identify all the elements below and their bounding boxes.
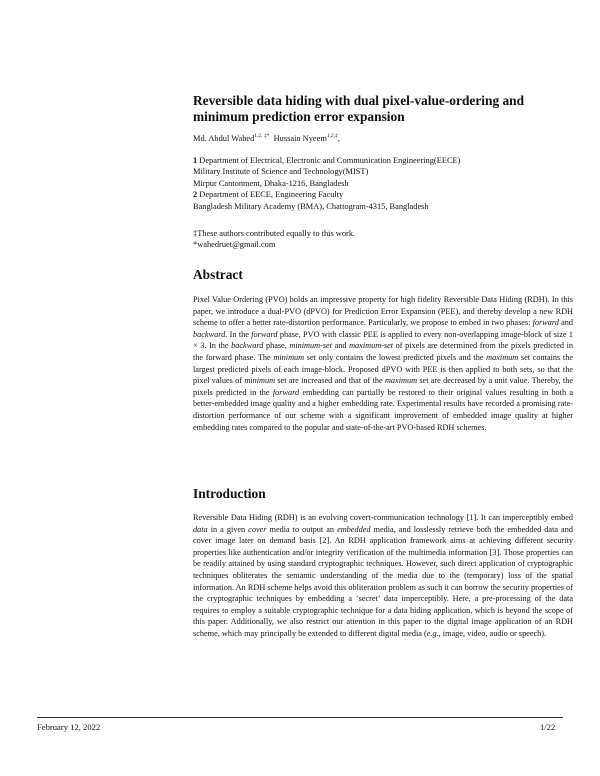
introduction-heading: Introduction [193, 486, 266, 501]
italic-term: cover [248, 524, 267, 534]
text-run: . In the [225, 329, 252, 339]
text-run: set are increased and that of the [275, 376, 385, 386]
text-run: phase, [263, 341, 290, 351]
text-run: and [558, 318, 573, 328]
text-run: , image, video, audio or speech). [438, 628, 547, 638]
affiliation-line [193, 201, 565, 212]
italic-term: e.g. [426, 628, 439, 638]
text-run: set only contains the lowest predicted pixels and the [304, 352, 487, 362]
affiliation-text: Department of EECE, Engineering Faculty [199, 190, 344, 200]
affiliation-line [193, 155, 565, 166]
author-list [193, 133, 565, 145]
paper-title: Reversible data hiding with dual pixel-value-ordering and minimum prediction error expansion [193, 93, 525, 124]
text-run: media to output an [266, 524, 338, 534]
introduction-body [193, 512, 573, 640]
author-superscript: 1,2,‡ [326, 133, 338, 140]
text-run: in a given [207, 524, 249, 534]
italic-term: maximum [384, 376, 418, 386]
affiliation-line [193, 189, 565, 200]
italic-term: forward [272, 387, 300, 397]
text-run: Pixel Value Ordering (PVO) holds an impressive property for high fidelity Reversible Data Hiding (RDH). In this paper, we introduce a dual-PVO (dPVO) for Prediction Error Expansion (PEE), and thereby develop a new RDH scheme to offer a better rate-distortion performance. Particularly, we propose to embed in two phases: [193, 295, 573, 328]
affiliation-line [193, 178, 565, 189]
author-name: Hussain Nyeem [273, 134, 327, 143]
italic-term: minimum-set [289, 341, 332, 351]
italic-term: minimum [244, 376, 276, 386]
italic-term: minimum [273, 352, 305, 362]
affiliation-number: 2 [193, 190, 198, 200]
italic-term: embedded [337, 524, 371, 534]
affiliation-line [193, 166, 565, 177]
italic-term: forward [532, 318, 559, 328]
affiliations [193, 155, 565, 212]
text-run: Reversible Data Hiding (RDH) is an evolving covert-communication technology [1]. It can imperceptibly embed [193, 513, 573, 522]
equal-contribution-note: ‡These authors contributed equally to this work. [193, 229, 356, 238]
contact-email: *wahedruet@gmail.com [193, 240, 276, 250]
page-number: 1/22 [540, 722, 556, 732]
author-name: Md. Abdul Wahed [193, 134, 255, 143]
affiliation-text: Mirpur Cantonment, Dhaka-1216, Bangladesh [193, 178, 349, 188]
italic-term: backward [231, 341, 264, 351]
footer-rule [37, 717, 563, 718]
italic-term: maximum-set [349, 341, 394, 351]
text-run: phase, PVO with classic PEE is applied to every non-overlapping image-block of size 1 × 3. In the [193, 329, 573, 351]
text-run: set contains the largest predicted pixels of each image-block. Proposed dPVO with PEE is then applied to both sets, so that the pixel values of [193, 352, 573, 386]
abstract-body [193, 294, 573, 433]
text-run: embedding can partially be restored to their original values resulting in both a better-embedded image quality and a higher embedding rate. Experimental results have recorded a promising rate-distortion performance of our scheme with a significant improvement of embedded image quality at higher embedding rates compared to the popular and state-of-the-art PVO-based RDH schemes. [193, 387, 573, 432]
text-run: of pixels are determined from the pixels predicted in the forward phase. The [193, 341, 573, 362]
author-superscript: 1,2, ‡* [254, 133, 270, 140]
italic-term: data [193, 524, 208, 534]
author-separator: , [337, 134, 340, 143]
affiliation-number: 1 [193, 156, 198, 165]
italic-term: maximum [486, 352, 519, 362]
text-run: set are decreased by a unit value. Thereby, the pixels predicted in the [193, 376, 573, 397]
abstract-heading: Abstract [193, 267, 243, 282]
italic-term: backward [193, 329, 226, 339]
text-run: media, and losslessly retrieve both the embedded data and cover image later on demand basis [2]. An RDH application framework aims at achieving different security properties like authentication and/or integrity verification of the multimedia information [3]. Those properties can be readily attained by using standard cryptographic techniques. However, such direct application of cryptographic techniques obliterates the semantic understanding of the media due to the (temporary) loss of the spatial information. An RDH scheme helps avoid this obliteration problem as such it can borrow the security properties of the cryptographic techniques by embedding a ‘secret’ data imperceptibly. Here, a pre-processing of the data requires to employ a suitable cryptographic technique for a data hiding application, which is beyond the scope of this paper. Additionally, we also restrict our attention in this paper to the digital image application of an RDH scheme, which may principally be extended to different digital media ( [193, 524, 573, 638]
author-notes [193, 228, 565, 251]
affiliation-text: Department of Electrical, Electronic and Communication Engineering(EECE) [199, 156, 461, 165]
affiliation-text: Military Institute of Science and Technology(MIST) [193, 167, 369, 177]
affiliation-text: Bangladesh Military Academy (BMA), Chattogram-4315, Bangladesh [193, 201, 429, 211]
text-run: and [332, 341, 350, 351]
footer-date: February 12, 2022 [37, 722, 101, 732]
italic-term: forward [251, 329, 278, 339]
